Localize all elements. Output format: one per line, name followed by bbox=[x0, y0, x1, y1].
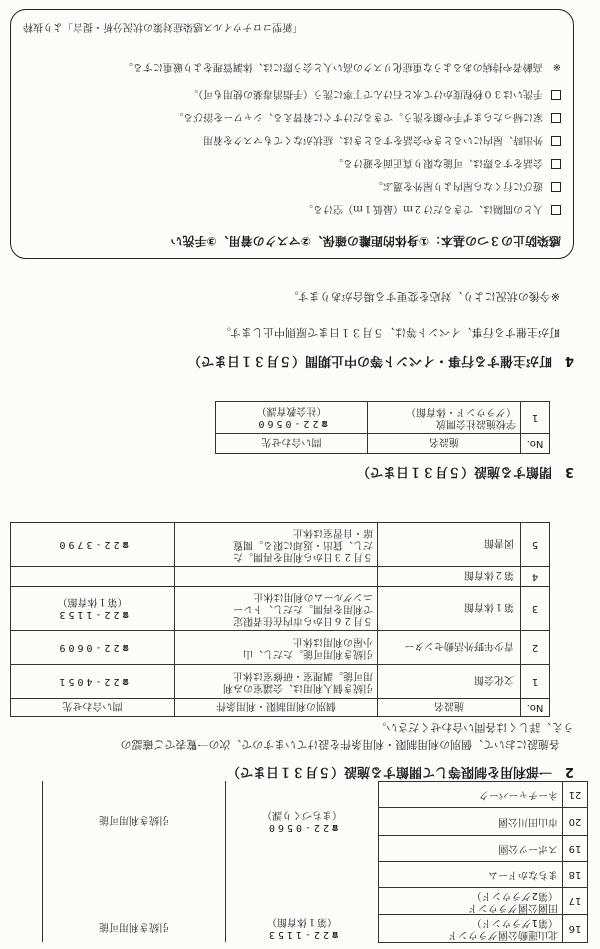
condition-line: ニングルームの利用は休止 bbox=[253, 591, 373, 603]
table-row bbox=[11, 631, 550, 665]
row-number: 3 bbox=[521, 587, 550, 631]
box-note: ※ 高齢者や持病のあるような重症化リスクの高い人と会う際には、体調管理をより厳重にする。 bbox=[122, 61, 561, 72]
checklist-item bbox=[21, 199, 561, 222]
table-row bbox=[11, 523, 550, 567]
row-number: 16 bbox=[563, 915, 588, 943]
use-condition: 引続き利用可能 bbox=[43, 808, 226, 836]
condition-line: だし、貸出・返却に限る。閲覧 bbox=[233, 539, 373, 551]
use-conditions bbox=[175, 567, 378, 587]
facility-name-line: まちなかドーム bbox=[488, 869, 558, 881]
contact-department: （社会教育課） bbox=[256, 405, 327, 417]
use-condition bbox=[43, 862, 226, 888]
section2-heading: 2 一部利用を制限等して開館する施設（５月３１日まで） bbox=[226, 764, 574, 779]
col-contact: 問い合わせ先 bbox=[11, 699, 175, 717]
facility-name-line: ネーチャーパーク bbox=[478, 789, 558, 801]
table-row bbox=[43, 888, 588, 915]
box-source: 「新型コロナウイルス感染症対策の状況分析・提言」より抜粋 bbox=[23, 21, 303, 32]
col-conditions: 個別の利用制限・利用条件 bbox=[175, 699, 378, 717]
facility-name: 図書館 bbox=[378, 523, 521, 567]
use-conditions bbox=[175, 665, 378, 699]
contact-phone: ☎22-0560 bbox=[255, 418, 328, 430]
contact-phone: ☎22-1153 bbox=[56, 609, 129, 621]
box-checklist bbox=[21, 84, 561, 222]
condition-line: ５月２３日から利用を再開。た bbox=[233, 551, 373, 563]
use-conditions bbox=[175, 587, 378, 631]
facility-name: 文化会館 bbox=[378, 665, 521, 699]
facility-name bbox=[379, 836, 563, 862]
facility-name-line: （グラウンド・体育館） bbox=[406, 406, 516, 418]
row-number: 1 bbox=[521, 665, 550, 699]
section2-intro-line2: うえ、詳しくは各問い合わせください。 bbox=[375, 721, 574, 734]
checklist-item-text: 人との間隔は、できるだけ２ｍ（最低１ｍ）空ける。 bbox=[303, 203, 543, 214]
row-number: 5 bbox=[521, 523, 550, 567]
contact bbox=[11, 665, 175, 699]
row-number: 1 bbox=[521, 402, 550, 434]
table-row bbox=[11, 587, 550, 631]
use-condition bbox=[43, 782, 226, 808]
use-conditions bbox=[175, 631, 378, 665]
facility-name-line: （第1グラウンド） bbox=[471, 917, 558, 929]
contact bbox=[11, 523, 175, 567]
partial-open-table bbox=[10, 522, 550, 717]
facility-name-line: （第2グラウンド） bbox=[471, 890, 558, 901]
section3-heading: 3 閉館する施設（５月３１日まで） bbox=[356, 464, 574, 479]
facility-table-continued bbox=[42, 781, 588, 943]
facility-name-line: 学校施設社会開放 bbox=[436, 418, 516, 430]
facility-name-line: 田園公園グラウンド bbox=[468, 902, 558, 913]
row-number: 19 bbox=[563, 836, 588, 862]
checklist-item-text: 会話をする際は、可能な限り真正面を避ける。 bbox=[333, 157, 543, 168]
contact bbox=[226, 782, 379, 808]
section2-intro-line1: 各施設において、個別の利用制限・利用条件を設けていますので、次の一覧表でご確認の bbox=[120, 738, 560, 751]
col-facility: 施設名 bbox=[368, 434, 521, 454]
table-row bbox=[43, 808, 588, 836]
checkbox-square-icon bbox=[551, 206, 561, 216]
row-number: 2 bbox=[521, 631, 550, 665]
section4-note: ※今後の状況により、対応を変更する場合があります。 bbox=[287, 290, 560, 303]
facility-name: 第２体育館 bbox=[378, 567, 521, 587]
col-contact: 問い合わせ先 bbox=[216, 434, 368, 454]
checkbox-square-icon bbox=[551, 183, 561, 193]
checkbox-square-icon bbox=[551, 160, 561, 170]
use-conditions bbox=[175, 523, 378, 567]
table-row bbox=[11, 665, 550, 699]
section4-heading: 4 町が主催する行事・イベント等の中止期間（５月３１日まで） bbox=[187, 353, 574, 368]
condition-line: 引続き利用可能。ただし、山 bbox=[243, 648, 373, 660]
checklist-item bbox=[21, 153, 561, 176]
row-number: 4 bbox=[521, 567, 550, 587]
checkbox-square-icon bbox=[551, 114, 561, 124]
contact-phone: ☎22-0609 bbox=[56, 642, 129, 653]
facility-name bbox=[379, 782, 563, 808]
row-number: 20 bbox=[563, 808, 588, 836]
condition-line: 席・自習室は休止 bbox=[293, 527, 373, 539]
use-condition bbox=[43, 888, 226, 915]
use-condition: 引続き利用可能 bbox=[43, 915, 226, 943]
contact-department: （まちづくり課） bbox=[262, 809, 342, 821]
contact bbox=[226, 888, 379, 915]
contact bbox=[226, 836, 379, 862]
checklist-item-text: 遊びに行くなら屋内より屋外を選ぶ。 bbox=[372, 180, 543, 191]
table-row bbox=[216, 402, 550, 434]
row-number: 21 bbox=[563, 782, 588, 808]
table-row bbox=[43, 782, 588, 808]
facility-name bbox=[379, 915, 563, 943]
contact-department: （第１体育館） bbox=[267, 916, 337, 928]
checklist-item bbox=[21, 130, 561, 153]
contact bbox=[216, 402, 368, 434]
contact bbox=[11, 587, 175, 631]
infection-prevention-box bbox=[10, 9, 574, 259]
closed-facility-table bbox=[215, 401, 550, 454]
contact-phone: ☎22-1153 bbox=[265, 929, 339, 941]
facility-name bbox=[379, 862, 563, 888]
contact bbox=[11, 631, 175, 665]
condition-line: で利用を再開。ただし、トレー bbox=[233, 603, 373, 615]
contact bbox=[226, 808, 379, 836]
contact-phone: ☎22-3790 bbox=[56, 539, 129, 550]
table-row bbox=[43, 862, 588, 888]
facility-name bbox=[368, 402, 521, 434]
box-title: 感染防止の３つの基本：①身体的距離の確保、②マスクの着用、③手洗い bbox=[170, 234, 561, 248]
row-number: 18 bbox=[563, 862, 588, 888]
row-number: 17 bbox=[563, 888, 588, 915]
checklist-item-text: 家に帰ったらまず手や顔を洗う。できるだけすぐに着替える、シャワーを浴びる。 bbox=[173, 111, 543, 122]
facility-name-line: 北山運動公園グラウンド bbox=[448, 929, 558, 941]
condition-line: ５月２６日から市内在住者限定 bbox=[233, 615, 373, 627]
table-row bbox=[11, 567, 550, 587]
contact-phone: ☎22-0560 bbox=[265, 822, 339, 834]
facility-name: 青少年野外活動センター bbox=[378, 631, 521, 665]
facility-name-line: スポーツ公園 bbox=[498, 843, 558, 855]
contact bbox=[226, 915, 379, 943]
checklist-item-text: 外出時、屋内にいるときや会話をするときは、症状がなくてもマスクを着用 bbox=[203, 134, 543, 145]
checklist-item bbox=[21, 176, 561, 199]
checklist-item-text: 手洗いは３０秒程度かけて水と石けんで丁寧に洗う（手指消毒薬の使用も可）。 bbox=[188, 88, 543, 99]
facility-name bbox=[379, 808, 563, 836]
use-condition bbox=[43, 836, 226, 862]
col-no: No. bbox=[521, 699, 550, 717]
col-facility: 施設名 bbox=[378, 699, 521, 717]
contact-phone: ☎22-4051 bbox=[56, 676, 129, 687]
checklist-item bbox=[21, 107, 561, 130]
condition-line: 用可能。調理室・研修室は休止 bbox=[233, 670, 373, 682]
facility-name: 第１体育館 bbox=[378, 587, 521, 631]
col-no: No. bbox=[521, 434, 550, 454]
condition-line: 引続き個人利用は、会議室のみ利 bbox=[223, 682, 373, 694]
contact bbox=[11, 567, 175, 587]
contact bbox=[226, 862, 379, 888]
contact-department: （第１体育館） bbox=[57, 596, 128, 608]
table-row bbox=[43, 915, 588, 943]
section4-body: 町が主催する行事、イベント等は、５月３１日まで原則中止します。 bbox=[219, 326, 560, 339]
facility-name-line: 市山田川公園 bbox=[498, 816, 558, 828]
facility-name bbox=[379, 888, 563, 915]
checklist-item bbox=[21, 84, 561, 107]
table-row bbox=[43, 836, 588, 862]
condition-line: 小屋の利用は休止 bbox=[293, 636, 373, 648]
checkbox-square-icon bbox=[551, 91, 561, 101]
checkbox-square-icon bbox=[551, 137, 561, 147]
